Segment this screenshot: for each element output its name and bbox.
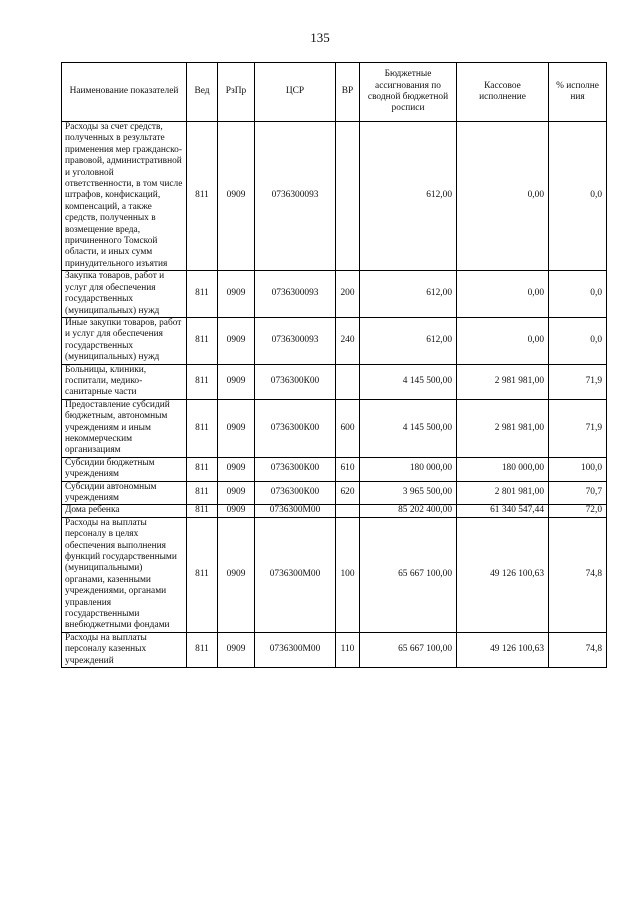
cell-name: Закупка товаров, работ и услуг для обеспечения государственных (муниципальных) нужд: [62, 271, 187, 318]
page-number: 135: [310, 30, 330, 45]
cell-csr: 0736300093: [255, 122, 336, 271]
cell-percent: 0,0: [549, 122, 607, 271]
cell-rzpr: 0909: [218, 317, 255, 364]
table-header-row: [62, 63, 607, 122]
cell-assigned: 612,00: [360, 317, 457, 364]
cell-percent: 0,0: [549, 317, 607, 364]
cell-ved: 811: [187, 517, 218, 632]
cell-name: Дома ребенка: [62, 505, 187, 517]
table-row: [62, 122, 607, 271]
cell-cash: 0,00: [457, 271, 549, 318]
cell-ved: 811: [187, 317, 218, 364]
cell-vr: 610: [336, 457, 360, 481]
cell-cash: 180 000,00: [457, 457, 549, 481]
cell-assigned: 4 145 500,00: [360, 399, 457, 457]
header-csr: ЦСР: [255, 63, 336, 122]
cell-vr: 600: [336, 399, 360, 457]
table-row: [62, 457, 607, 481]
cell-name: Расходы за счет средств, полученных в результате применения мер гражданско-правовой, административной и уголовной ответственности, в том числе штрафов, конфискаций, компенсаций, а также средств, полученных в возмещение вреда, причиненного Томской области, и иных сумм принудительного изъятия: [62, 122, 187, 271]
cell-ved: 811: [187, 481, 218, 505]
cell-assigned: 612,00: [360, 122, 457, 271]
cell-assigned: 4 145 500,00: [360, 364, 457, 399]
cell-cash: 0,00: [457, 122, 549, 271]
table-row: [62, 517, 607, 632]
table-row: [62, 271, 607, 318]
cell-rzpr: 0909: [218, 271, 255, 318]
cell-csr: 0736300К00: [255, 481, 336, 505]
cell-name: Субсидии бюджетным учреждениям: [62, 457, 187, 481]
table-row: [62, 505, 607, 517]
header-assigned: Бюджетные ассигнования по сводной бюджетной росписи: [360, 63, 457, 122]
cell-assigned: 612,00: [360, 271, 457, 318]
cell-name: Предоставление субсидий бюджетным, автономным учреждениям и иным некоммерческим организациям: [62, 399, 187, 457]
cell-percent: 100,0: [549, 457, 607, 481]
cell-csr: 0736300М00: [255, 505, 336, 517]
cell-assigned: 3 965 500,00: [360, 481, 457, 505]
cell-ved: 811: [187, 399, 218, 457]
cell-vr: [336, 122, 360, 271]
cell-percent: 71,9: [549, 399, 607, 457]
cell-percent: 71,9: [549, 364, 607, 399]
cell-csr: 0736300М00: [255, 517, 336, 632]
cell-assigned: 65 667 100,00: [360, 632, 457, 667]
table-row: [62, 632, 607, 667]
cell-vr: 240: [336, 317, 360, 364]
cell-rzpr: 0909: [218, 122, 255, 271]
cell-cash: 61 340 547,44: [457, 505, 549, 517]
table-row: [62, 481, 607, 505]
cell-csr: 0736300093: [255, 271, 336, 318]
cell-vr: 620: [336, 481, 360, 505]
cell-percent: 0,0: [549, 271, 607, 318]
header-cash: Кассовое исполнение: [457, 63, 549, 122]
cell-rzpr: 0909: [218, 399, 255, 457]
cell-name: Расходы на выплаты персоналу в целях обеспечения выполнения функций государственными (муниципальными) органами, казенными учреждениями, органами управления государственными внебюджетными фондами: [62, 517, 187, 632]
cell-name: Иные закупки товаров, работ и услуг для обеспечения государственных (муниципальных) нужд: [62, 317, 187, 364]
cell-name: Больницы, клиники, госпитали, медико-санитарные части: [62, 364, 187, 399]
cell-cash: 2 981 981,00: [457, 399, 549, 457]
cell-csr: 0736300К00: [255, 457, 336, 481]
cell-name: Субсидии автономным учреждениям: [62, 481, 187, 505]
cell-cash: 2 801 981,00: [457, 481, 549, 505]
budget-execution-table: [61, 62, 607, 668]
cell-percent: 74,8: [549, 632, 607, 667]
table-row: [62, 399, 607, 457]
cell-ved: 811: [187, 457, 218, 481]
cell-cash: 49 126 100,63: [457, 632, 549, 667]
cell-csr: 0736300093: [255, 317, 336, 364]
table-row: [62, 317, 607, 364]
cell-csr: 0736300К00: [255, 364, 336, 399]
cell-ved: 811: [187, 364, 218, 399]
cell-cash: 49 126 100,63: [457, 517, 549, 632]
cell-ved: 811: [187, 632, 218, 667]
header-name: Наименование показателей: [62, 63, 187, 122]
cell-cash: 2 981 981,00: [457, 364, 549, 399]
cell-rzpr: 0909: [218, 517, 255, 632]
cell-rzpr: 0909: [218, 481, 255, 505]
header-ved: Вед: [187, 63, 218, 122]
cell-rzpr: 0909: [218, 457, 255, 481]
cell-cash: 0,00: [457, 317, 549, 364]
header-percent: % исполне ния: [549, 63, 607, 122]
header-rzpr: РзПр: [218, 63, 255, 122]
cell-csr: 0736300К00: [255, 399, 336, 457]
cell-assigned: 65 667 100,00: [360, 517, 457, 632]
cell-vr: [336, 364, 360, 399]
cell-rzpr: 0909: [218, 632, 255, 667]
cell-percent: 74,8: [549, 517, 607, 632]
cell-ved: 811: [187, 505, 218, 517]
cell-assigned: 180 000,00: [360, 457, 457, 481]
cell-vr: 100: [336, 517, 360, 632]
cell-percent: 72,0: [549, 505, 607, 517]
cell-rzpr: 0909: [218, 364, 255, 399]
header-vr: ВР: [336, 63, 360, 122]
cell-vr: [336, 505, 360, 517]
cell-assigned: 85 202 400,00: [360, 505, 457, 517]
cell-ved: 811: [187, 271, 218, 318]
cell-ved: 811: [187, 122, 218, 271]
cell-rzpr: 0909: [218, 505, 255, 517]
cell-vr: 110: [336, 632, 360, 667]
cell-csr: 0736300М00: [255, 632, 336, 667]
cell-vr: 200: [336, 271, 360, 318]
table-row: [62, 364, 607, 399]
cell-percent: 70,7: [549, 481, 607, 505]
cell-name: Расходы на выплаты персоналу казенных учреждений: [62, 632, 187, 667]
